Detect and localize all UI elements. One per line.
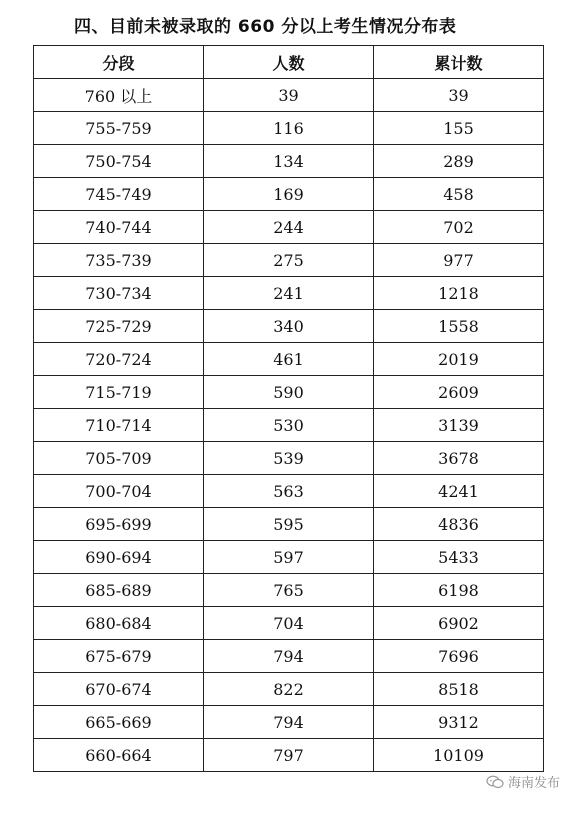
score-distribution-table xyxy=(33,45,544,772)
cell-count: 530 xyxy=(204,409,374,442)
table-row xyxy=(34,541,544,574)
cell-score-range: 660-664 xyxy=(34,739,204,772)
cell-cumulative: 289 xyxy=(374,145,544,178)
cell-count: 563 xyxy=(204,475,374,508)
cell-count: 794 xyxy=(204,706,374,739)
watermark xyxy=(483,772,563,791)
cell-cumulative: 8518 xyxy=(374,673,544,706)
table-row xyxy=(34,640,544,673)
cell-score-range: 755-759 xyxy=(34,112,204,145)
cell-count: 704 xyxy=(204,607,374,640)
cell-count: 595 xyxy=(204,508,374,541)
table-row xyxy=(34,574,544,607)
table-row xyxy=(34,211,544,244)
table-header xyxy=(34,46,544,79)
cell-cumulative: 7696 xyxy=(374,640,544,673)
cell-count: 597 xyxy=(204,541,374,574)
table-row xyxy=(34,508,544,541)
wechat-bubble-icon xyxy=(486,775,504,789)
cell-count: 244 xyxy=(204,211,374,244)
cell-count: 39 xyxy=(204,79,374,112)
cell-score-range: 735-739 xyxy=(34,244,204,277)
cell-score-range: 745-749 xyxy=(34,178,204,211)
cell-score-range: 730-734 xyxy=(34,277,204,310)
table-row xyxy=(34,376,544,409)
table-header-row xyxy=(34,46,544,79)
cell-cumulative: 6198 xyxy=(374,574,544,607)
cell-count: 590 xyxy=(204,376,374,409)
table-row xyxy=(34,244,544,277)
cell-score-range: 675-679 xyxy=(34,640,204,673)
table-row xyxy=(34,442,544,475)
page-title: 四、目前未被录取的 660 分以上考生情况分布表 xyxy=(74,17,457,37)
cell-cumulative: 4241 xyxy=(374,475,544,508)
cell-score-range: 705-709 xyxy=(34,442,204,475)
cell-count: 275 xyxy=(204,244,374,277)
table-row xyxy=(34,343,544,376)
cell-count: 116 xyxy=(204,112,374,145)
cell-score-range: 710-714 xyxy=(34,409,204,442)
cell-score-range: 725-729 xyxy=(34,310,204,343)
cell-count: 340 xyxy=(204,310,374,343)
cell-cumulative: 1218 xyxy=(374,277,544,310)
cell-cumulative: 702 xyxy=(374,211,544,244)
cell-cumulative: 155 xyxy=(374,112,544,145)
cell-cumulative: 1558 xyxy=(374,310,544,343)
cell-count: 822 xyxy=(204,673,374,706)
cell-cumulative: 6902 xyxy=(374,607,544,640)
cell-score-range: 750-754 xyxy=(34,145,204,178)
cell-cumulative: 5433 xyxy=(374,541,544,574)
cell-score-range: 695-699 xyxy=(34,508,204,541)
cell-cumulative: 10109 xyxy=(374,739,544,772)
column-header-count: 人数 xyxy=(204,46,374,79)
table-row xyxy=(34,706,544,739)
cell-cumulative: 4836 xyxy=(374,508,544,541)
cell-count: 134 xyxy=(204,145,374,178)
table-row xyxy=(34,277,544,310)
cell-score-range: 760 以上 xyxy=(34,79,204,112)
cell-cumulative: 9312 xyxy=(374,706,544,739)
table-row xyxy=(34,607,544,640)
cell-score-range: 680-684 xyxy=(34,607,204,640)
table-row xyxy=(34,79,544,112)
column-header-score-range: 分段 xyxy=(34,46,204,79)
table-row xyxy=(34,673,544,706)
cell-score-range: 700-704 xyxy=(34,475,204,508)
cell-score-range: 670-674 xyxy=(34,673,204,706)
cell-cumulative: 39 xyxy=(374,79,544,112)
cell-score-range: 720-724 xyxy=(34,343,204,376)
cell-cumulative: 3139 xyxy=(374,409,544,442)
cell-cumulative: 2609 xyxy=(374,376,544,409)
column-header-cumulative: 累计数 xyxy=(374,46,544,79)
table-row xyxy=(34,409,544,442)
cell-count: 169 xyxy=(204,178,374,211)
cell-cumulative: 977 xyxy=(374,244,544,277)
table-row xyxy=(34,112,544,145)
table-row xyxy=(34,739,544,772)
cell-score-range: 690-694 xyxy=(34,541,204,574)
table-row xyxy=(34,310,544,343)
table-body xyxy=(34,79,544,772)
watermark-text: 海南发布 xyxy=(507,776,560,791)
table-row xyxy=(34,475,544,508)
cell-cumulative: 458 xyxy=(374,178,544,211)
cell-score-range: 665-669 xyxy=(34,706,204,739)
table-row xyxy=(34,178,544,211)
cell-score-range: 685-689 xyxy=(34,574,204,607)
cell-count: 765 xyxy=(204,574,374,607)
cell-count: 241 xyxy=(204,277,374,310)
cell-score-range: 740-744 xyxy=(34,211,204,244)
cell-cumulative: 2019 xyxy=(374,343,544,376)
cell-count: 539 xyxy=(204,442,374,475)
cell-score-range: 715-719 xyxy=(34,376,204,409)
cell-count: 794 xyxy=(204,640,374,673)
cell-count: 461 xyxy=(204,343,374,376)
cell-count: 797 xyxy=(204,739,374,772)
cell-cumulative: 3678 xyxy=(374,442,544,475)
table-row xyxy=(34,145,544,178)
